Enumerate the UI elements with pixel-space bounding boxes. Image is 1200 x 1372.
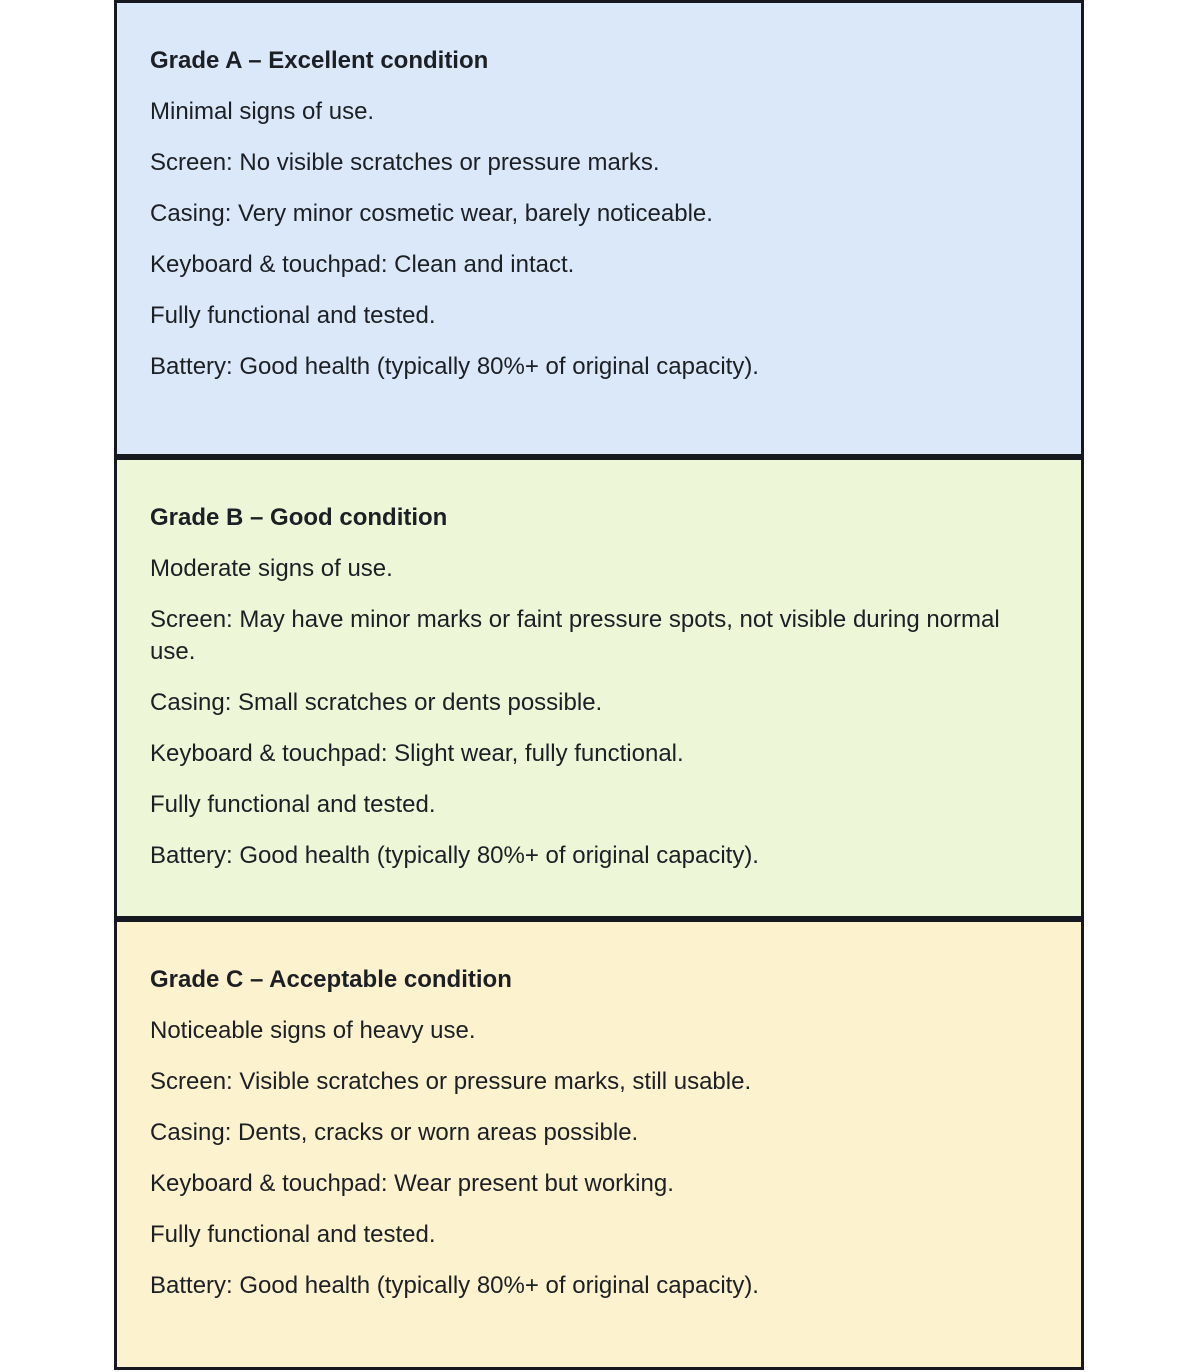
condition-line: Fully functional and tested. [150,302,436,329]
condition-line: Casing: Very minor cosmetic wear, barely noticeable. [150,200,713,227]
condition-line: Battery: Good health (typically 80%+ of original capacity). [150,1272,759,1299]
condition-line: Fully functional and tested. [150,791,436,818]
condition-line: Minimal signs of use. [150,98,375,125]
condition-line: Screen: May have minor marks or faint pressure spots, not visible during normal use. [150,606,1000,665]
grade-c-card [114,919,1084,1370]
grade-a-title: Grade A – Excellent condition [150,47,489,74]
condition-line: Battery: Good health (typically 80%+ of original capacity). [150,353,759,380]
grade-b-title: Grade B – Good condition [150,504,448,531]
grade-b-card [114,457,1084,919]
condition-line: Casing: Dents, cracks or worn areas possible. [150,1119,639,1146]
condition-line: Screen: No visible scratches or pressure marks. [150,149,660,176]
condition-line: Keyboard & touchpad: Clean and intact. [150,251,575,278]
condition-line: Screen: Visible scratches or pressure marks, still usable. [150,1068,752,1095]
condition-line: Fully functional and tested. [150,1221,436,1248]
condition-line: Casing: Small scratches or dents possible. [150,689,603,716]
grade-c-title: Grade C – Acceptable condition [150,966,512,993]
condition-line: Moderate signs of use. [150,555,393,582]
grade-a-card [114,0,1084,457]
condition-line: Keyboard & touchpad: Slight wear, fully functional. [150,740,684,767]
condition-line: Noticeable signs of heavy use. [150,1017,476,1044]
condition-line: Keyboard & touchpad: Wear present but working. [150,1170,674,1197]
grade-conditions-stack [114,0,1084,1370]
condition-line: Battery: Good health (typically 80%+ of original capacity). [150,842,759,869]
